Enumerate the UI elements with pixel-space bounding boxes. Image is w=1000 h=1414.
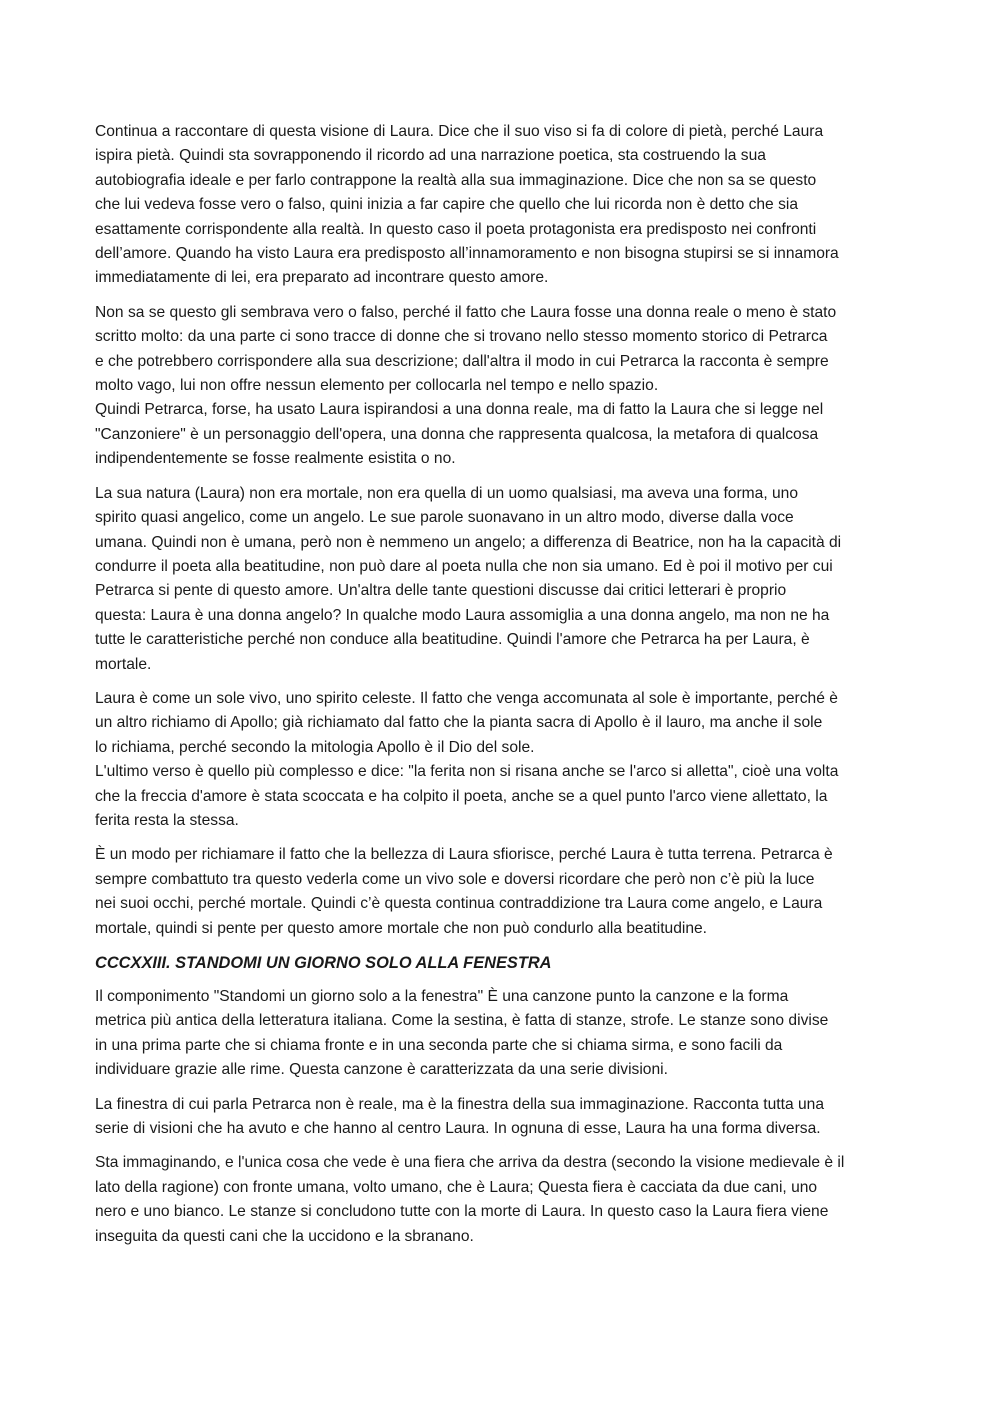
document-page: [95, 120, 907, 1259]
text-line: dell’amore. Quando ha visto Laura era predisposto all’innamoramento e non bisogna stupirsi se si innamora: [95, 245, 839, 263]
text-line: La sua natura (Laura) non era mortale, non era quella di un uomo qualsiasi, ma aveva una forma, uno: [95, 484, 799, 502]
text-line: scritto molto: da una parte ci sono tracce di donne che si trovano nello stesso momento storico di Petrarca: [95, 328, 828, 346]
text-line: molto vago, lui non offre nessun elemento per collocarla nel tempo e nello spazio.: [95, 377, 659, 395]
section-heading: CCCXXIII. STANDOMI UN GIORNO SOLO ALLA FENESTRA: [95, 954, 552, 972]
text-line: e che potrebbero corrispondere alla sua descrizione; dall'altra il modo in cui Petrarca la racconta è sempre: [95, 352, 829, 370]
text-line: esattamente corrispondente alla realtà. In questo caso il poeta protagonista era predisposto nei confronti: [95, 220, 817, 238]
paragraph-6: [95, 985, 907, 1083]
text-line: individuare grazie alle rime. Questa canzone è caratterizzata da una serie divisioni.: [95, 1061, 668, 1079]
text-line: che lui vedeva fosse vero o falso, quini inizia a far capire che quello che lui ricorda non è detto che sia: [95, 196, 798, 214]
text-line: nei suoi occhi, perché mortale. Quindi c’è questa continua contraddizione tra Laura come angelo, e Laura: [95, 895, 823, 913]
text-line: metrica più antica della letteratura italiana. Come la sestina, è fatta di stanze, strofe. Le stanze sono divise: [95, 1012, 829, 1030]
paragraph-2: [95, 301, 907, 472]
text-line: Non sa se questo gli sembrava vero o falso, perché il fatto che Laura fosse una donna reale o meno è stato: [95, 303, 837, 321]
text-line: lato della ragione) con fronte umana, volto umano, che è Laura; Questa fiera è cacciata da due cani, uno: [95, 1178, 818, 1196]
text-line: in una prima parte che si chiama fronte e in una seconda parte che si chiama sirma, e sono facili da: [95, 1036, 783, 1054]
text-line: È un modo per richiamare il fatto che la bellezza di Laura sfiorisce, perché Laura è tutta terrena. Petrarca è: [95, 846, 833, 864]
text-line: ferita resta la stessa.: [95, 811, 239, 829]
paragraph-8: [95, 1151, 907, 1249]
text-line: Continua a raccontare di questa visione di Laura. Dice che il suo viso si fa di colore di pietà, perché Laura: [95, 123, 824, 140]
text-line: condurre il poeta alla beatitudine, non può dare al poeta nulla che non sia umano. Ed è poi il motivo per cui: [95, 557, 833, 575]
text-line: lo richiama, perché secondo la mitologia Apollo è il Dio del sole.: [95, 738, 535, 756]
text-line: immediatamente di lei, era preparato ad incontrare questo amore.: [95, 269, 549, 287]
text-line: La finestra di cui parla Petrarca non è reale, ma è la finestra della sua immaginazione. Racconta tutta una: [95, 1095, 824, 1113]
text-line: Quindi Petrarca, forse, ha usato Laura ispirandosi a una donna reale, ma di fatto la Laura che si legge nel: [95, 401, 824, 419]
text-line: autobiografia ideale e per farlo contrappone la realtà alla sua immaginazione. Dice che non sa se questo: [95, 171, 817, 189]
text-line: mortale.: [95, 655, 152, 673]
paragraph-3: [95, 482, 907, 677]
text-line: Laura è come un sole vivo, uno spirito celeste. Il fatto che venga accomunata al sole è importante, perché è: [95, 689, 838, 707]
paragraph-7: [95, 1093, 907, 1142]
text-line: ispira pietà. Quindi sta sovrapponendo il ricordo ad una narrazione poetica, sta costruendo la sua: [95, 147, 766, 165]
text-line: nero e uno bianco. Le stanze si concludono tutte con la morte di Laura. In questo caso la Laura fiera viene: [95, 1203, 829, 1221]
text-line: sempre combattuto tra questo vederla come un vivo sole e doversi ricordare che però non c’è più la luce: [95, 870, 815, 888]
text-line: Petrarca si pente di questo amore. Un'altra delle tante questioni discusse dai critici letterari è proprio: [95, 582, 787, 600]
text-line: tutte le caratteristiche perché non conduce alla beatitudine. Quindi l'amore che Petrarca ha per Laura, è: [95, 631, 810, 649]
text-line: serie di visioni che ha avuto e che hanno al centro Laura. In ognuna di esse, Laura ha una forma diversa.: [95, 1120, 821, 1138]
text-line: indipendentemente se fosse realmente esistita o no.: [95, 450, 456, 468]
text-line: mortale, quindi si pente per questo amore mortale che non può condurlo alla beatitudine.: [95, 919, 708, 937]
text-line: spirito quasi angelico, come un angelo. Le sue parole suonavano in un altro modo, diverse dalla voce: [95, 509, 794, 527]
paragraph-1: [95, 120, 907, 291]
text-line: "Canzoniere" è un personaggio dell'opera, una donna che rappresenta qualcosa, la metafora di qualcosa: [95, 425, 819, 443]
paragraph-4: [95, 687, 907, 833]
text-line: Sta immaginando, e l'unica cosa che vede è una fiera che arriva da destra (secondo la visione medievale è il: [95, 1154, 845, 1172]
text-line: che la freccia d'amore è stata scoccata e ha colpito il poeta, anche se a quel punto l'arco viene allettato, la: [95, 787, 828, 805]
text-line: inseguita da questi cani che la uccidono e la sbranano.: [95, 1227, 474, 1245]
text-line: un altro richiamo di Apollo; già richiamato dal fatto che la pianta sacra di Apollo è il lauro, ma anche il sole: [95, 714, 823, 732]
text-line: L'ultimo verso è quello più complesso e dice: "la ferita non si risana anche se l'arco si alletta", cioè una volta: [95, 763, 839, 781]
text-line: umana. Quindi non è umana, però non è nemmeno un angelo; a differenza di Beatrice, non ha la capacità di: [95, 533, 842, 551]
text-line: Il componimento "Standomi un giorno solo a la fenestra" È una canzone punto la canzone e la forma: [95, 988, 789, 1005]
paragraph-5: [95, 843, 907, 941]
text-line: questa: Laura è una donna angelo? In qualche modo Laura assomiglia a una donna angelo, ma non ne ha: [95, 606, 830, 624]
